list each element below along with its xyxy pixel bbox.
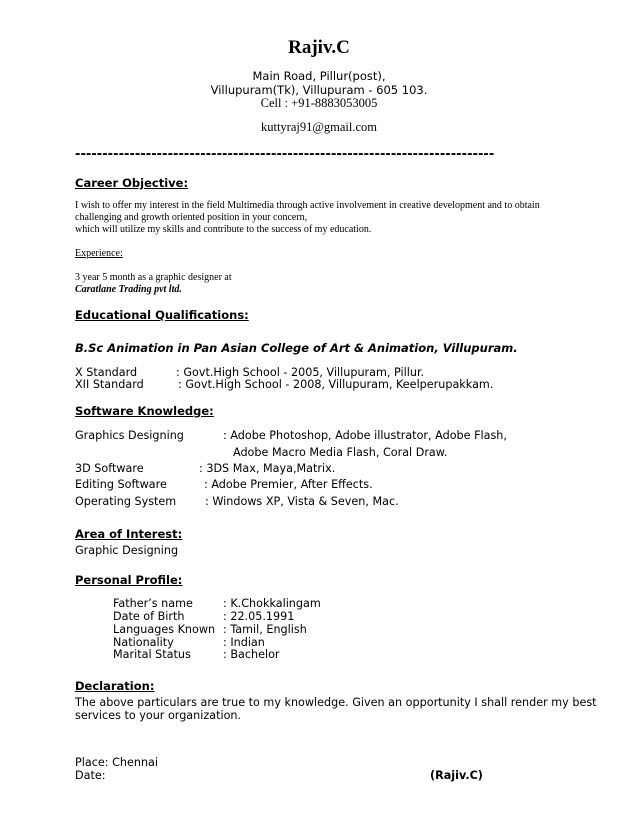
personal-row-label: Marital Status — [113, 648, 191, 661]
career-objective-heading: Career Objective: — [75, 176, 189, 190]
declaration-line-1: The above particulars are true to my knowledge. Given an opportunity I shall render my best — [75, 696, 597, 709]
personal-row-label: Father’s name — [113, 597, 193, 610]
software-row-value: : 3DS Max, Maya,Matrix. — [199, 462, 336, 475]
education-row-label: X Standard — [75, 366, 138, 379]
software-row-label: Graphics Designing — [75, 429, 184, 442]
personal-row-value: : Indian — [223, 636, 265, 649]
personal-row-label: Date of Birth — [113, 610, 185, 623]
signature: (Rajiv.C) — [430, 769, 483, 782]
career-objective-line-2: challenging and growth oriented position in your concern, — [75, 212, 308, 223]
place: Place: Chennai — [75, 756, 158, 769]
personal-row-value: : K.Chokkalingam — [223, 597, 321, 610]
education-row-value: : Govt.High School - 2005, Villupuram, Pillur. — [176, 366, 425, 379]
interest-heading: Area of Interest: — [75, 527, 183, 541]
address-line-2: Villupuram(Tk), Villupuram - 605 103. — [210, 83, 428, 97]
applicant-name: Rajiv.C — [288, 37, 350, 58]
career-objective-line-3: which will utilize my skills and contribute to the success of my education. — [75, 224, 372, 235]
software-row-label: 3D Software — [75, 462, 144, 475]
software-row-label: Operating System — [75, 495, 177, 508]
personal-row-value: : 22.05.1991 — [223, 610, 295, 623]
software-row-value: : Windows XP, Vista & Seven, Mac. — [205, 495, 399, 508]
personal-row-value: : Bachelor — [223, 648, 280, 661]
experience-line: 3 year 5 month as a graphic designer at — [75, 272, 232, 283]
software-row-value: : Adobe Photoshop, Adobe illustrator, Adobe Flash, — [223, 429, 507, 442]
software-row-label: Editing Software — [75, 478, 167, 491]
address-line-1: Main Road, Pillur(post), — [252, 69, 386, 83]
software-row-value: Adobe Macro Media Flash, Coral Draw. — [233, 446, 448, 459]
interest-value: Graphic Designing — [75, 544, 179, 557]
header-divider: ----------------------------------------------------------------------------- — [75, 147, 495, 162]
education-row-value: : Govt.High School - 2008, Villupuram, Keelperupakkam. — [178, 378, 494, 391]
experience-company: Caratlane Trading pvt ltd. — [75, 284, 182, 295]
education-heading: Educational Qualifications: — [75, 308, 249, 322]
date-label: Date: — [75, 769, 106, 782]
phone-number: Cell : +91-8883053005 — [260, 96, 378, 110]
declaration-line-2: services to your organization. — [75, 709, 242, 722]
career-objective-line-1: I wish to offer my interest in the field Multimedia through active involvement in creative development and to obtain — [75, 200, 540, 211]
personal-row-label: Languages Known — [113, 623, 216, 636]
email-address: kuttyraj91@gmail.com — [260, 120, 377, 134]
software-heading: Software Knowledge: — [75, 404, 214, 418]
software-row-value: : Adobe Premier, After Effects. — [204, 478, 373, 491]
personal-row-label: Nationality — [113, 636, 174, 649]
education-degree: B.Sc Animation in Pan Asian College of Art & Animation, Villupuram. — [75, 341, 518, 355]
education-row-label: XII Standard — [75, 378, 144, 391]
personal-heading: Personal Profile: — [75, 573, 183, 587]
experience-heading: Experience: — [75, 248, 123, 259]
declaration-heading: Declaration: — [75, 679, 155, 693]
personal-row-value: : Tamil, English — [223, 623, 307, 636]
